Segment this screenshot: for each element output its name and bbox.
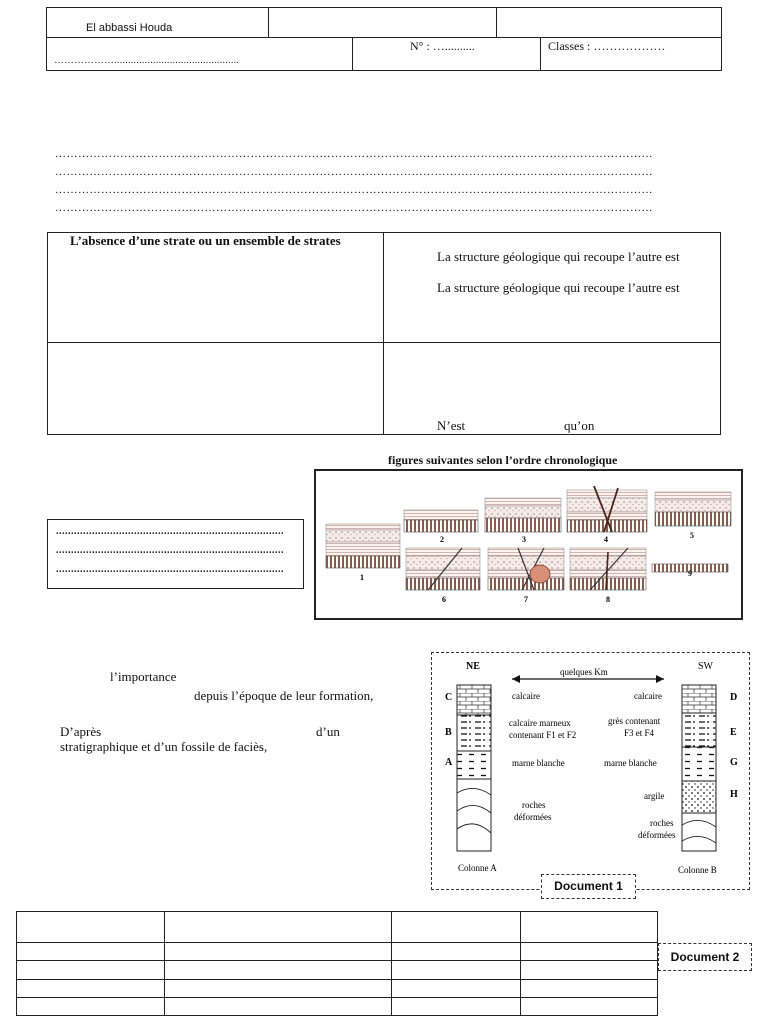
answer-line[interactable]: …………………………………………………………………………………………………………………………………………: [55, 184, 653, 196]
fossils-text-2: depuis l’époque de leur formation,: [194, 688, 374, 703]
letter-a: A: [445, 757, 453, 768]
letter-c: C: [445, 692, 453, 703]
column-a: [457, 685, 491, 851]
figure-number: 6: [442, 595, 446, 604]
number-label[interactable]: N° : …..........: [410, 39, 475, 53]
figure-number: 2: [440, 535, 444, 544]
fossils-text-1: l’importance: [110, 669, 177, 684]
letter-e: E: [730, 727, 737, 738]
left-label: contenant F1 et F2: [509, 730, 577, 740]
header-divider-v4: [540, 37, 541, 71]
right-label: F3 et F4: [624, 728, 655, 738]
left-label: calcaire marneux: [509, 718, 571, 728]
figure-1: [326, 524, 400, 568]
figure-2: [404, 510, 478, 532]
student-name: El abbassi Houda: [86, 22, 173, 34]
figure-number: 3: [522, 535, 526, 544]
label-distance: quelques Km: [560, 667, 608, 677]
figure-4: [567, 486, 647, 532]
left-label: roches: [522, 800, 546, 810]
cell-quon: qu’on: [564, 418, 595, 433]
table-row-divider: [16, 997, 658, 998]
answer-box-line[interactable]: ............................................................................: [56, 526, 284, 537]
figure-6: [406, 548, 480, 590]
fossils-text-3b: d’un: [316, 724, 340, 739]
column-b: [682, 685, 716, 851]
left-label: déformées: [514, 812, 552, 822]
column-a-label: Colonne A: [458, 863, 497, 873]
answer-line[interactable]: …………………………………………………………………………………………………………………………………………: [55, 166, 653, 178]
table-col-divider: [164, 911, 165, 1016]
document-2-caption: Document 2: [658, 943, 752, 971]
figure-number: 9: [688, 569, 692, 578]
figure-number: 5: [690, 531, 694, 540]
letter-b: B: [445, 727, 452, 738]
table-row-divider: [16, 942, 658, 943]
fossils-text-3a: D’après: [60, 724, 102, 739]
cell-nest: N’est: [437, 418, 466, 433]
document-1-caption: Document 1: [541, 874, 636, 899]
answer-line[interactable]: …………………………………………………………………………………………………………………………………………: [55, 148, 653, 160]
figure-number: 1: [360, 573, 364, 582]
table-row-divider: [16, 979, 658, 980]
figure-number: 4: [604, 535, 608, 544]
cell-absence-title: L’absence d’une strate ou un ensemble de strates: [70, 233, 341, 248]
table-col-divider: [391, 911, 392, 1016]
name-line[interactable]: ……………….............................................: [54, 55, 240, 66]
document-2-table: [16, 911, 658, 1016]
answer-line[interactable]: …………………………………………………………………………………………………………………………………………: [55, 202, 653, 214]
figure-8: [570, 548, 646, 590]
table-row-divider: [16, 960, 658, 961]
cell-recoupe-1: La structure géologique qui recoupe l’autre est: [437, 249, 680, 264]
right-label: marne blanche: [604, 758, 657, 768]
letter-d: D: [730, 692, 738, 703]
right-label: argile: [644, 791, 665, 801]
figure-number: 7: [524, 595, 528, 604]
stratigraphy-figures: [322, 476, 736, 614]
answer-box-line[interactable]: ............................................................................: [56, 564, 284, 575]
figure-7: [488, 548, 564, 590]
cell-recoupe-2: La structure géologique qui recoupe l’autre est: [437, 280, 680, 295]
header-divider-h: [46, 37, 722, 38]
left-label: marne blanche: [512, 758, 565, 768]
figure-5: [655, 492, 731, 526]
figures-title: figures suivantes selon l’ordre chronologique: [388, 453, 618, 467]
fossils-text-4: stratigraphique et d’un fossile de faciès,: [60, 739, 268, 754]
right-label: déformées: [638, 830, 676, 840]
principles-divider-h: [47, 342, 721, 343]
label-ne: NE: [466, 661, 480, 672]
right-label: calcaire: [634, 691, 662, 701]
principles-divider-v: [383, 232, 384, 435]
right-label: roches: [650, 818, 674, 828]
table-col-divider: [520, 911, 521, 1016]
answer-box-line[interactable]: ............................................................................: [56, 545, 284, 556]
right-label: grès contenant: [608, 716, 661, 726]
column-b-label: Colonne B: [678, 865, 717, 875]
header-divider-v3: [352, 37, 353, 71]
left-label: calcaire: [512, 691, 540, 701]
classes-label[interactable]: Classes : ………………: [548, 39, 666, 53]
figure-number: 8: [606, 595, 610, 604]
figure-3: [485, 498, 561, 532]
header-divider-v2: [496, 7, 497, 38]
letter-g: G: [730, 757, 738, 768]
stratigraphic-columns: [432, 653, 749, 889]
header-divider-v1: [268, 7, 269, 38]
label-sw: SW: [698, 661, 713, 672]
letter-h: H: [730, 789, 738, 800]
